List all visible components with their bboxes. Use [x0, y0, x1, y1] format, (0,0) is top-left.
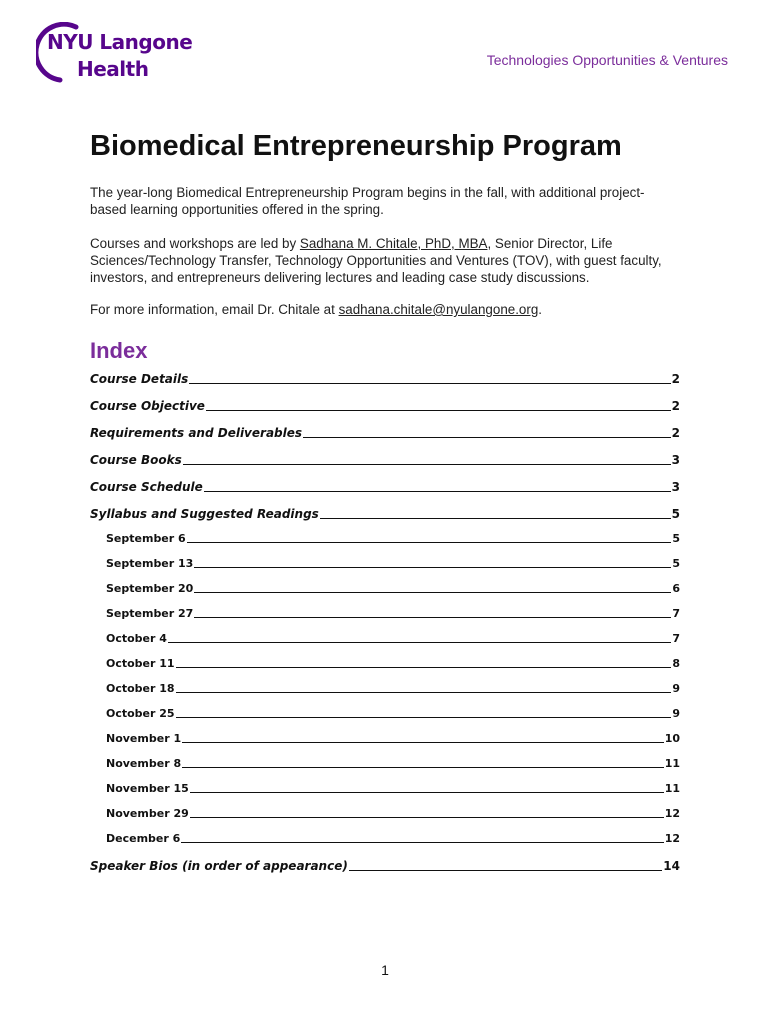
toc-entry-page: 7	[672, 607, 680, 620]
toc-entry-page: 10	[664, 732, 680, 745]
toc-entry-page: 14	[663, 859, 680, 873]
toc-entry[interactable]	[106, 632, 680, 645]
toc-entry[interactable]	[106, 757, 680, 770]
toc-entry-label: October 25	[106, 707, 175, 720]
toc-entry-page: 9	[672, 682, 680, 695]
toc-entry-label: October 18	[106, 682, 175, 695]
intro-paragraph-2	[90, 235, 680, 286]
toc-entry[interactable]	[90, 426, 680, 440]
toc-entry[interactable]	[90, 453, 680, 467]
logo-text-line1: NYU Langone	[47, 30, 193, 54]
toc-entry-page: 11	[664, 757, 680, 770]
toc-entry[interactable]	[106, 657, 680, 670]
toc-leader-line	[320, 517, 671, 519]
toc-entry-label: November 15	[106, 782, 189, 795]
toc-entry[interactable]	[106, 782, 680, 795]
toc-entry[interactable]	[90, 372, 680, 386]
toc-entry[interactable]	[106, 607, 680, 620]
toc-leader-line	[194, 566, 671, 568]
p3-text-end: .	[538, 302, 543, 317]
p3-text-start: For more information, email Dr. Chitale at	[90, 302, 339, 317]
toc-entry-page: 9	[672, 707, 680, 720]
toc-leader-line	[176, 666, 672, 668]
toc-entry[interactable]	[106, 832, 680, 845]
toc-entry-label: Course Schedule	[90, 480, 203, 494]
toc-entry-page: 11	[664, 782, 680, 795]
director-name-link[interactable]: Sadhana M. Chitale, PhD, MBA	[299, 236, 488, 251]
toc-entry[interactable]	[106, 532, 680, 545]
toc-leader-line	[194, 616, 671, 618]
toc-leader-line	[182, 766, 664, 768]
toc-entry-label: September 6	[106, 532, 186, 545]
toc-entry-label: Speaker Bios (in order of appearance)	[90, 859, 348, 873]
p2-text-end: , Senior Director, Life Sciences/Technology Transfer, Technology Opportunities and Ventures (TOV), with guest faculty, investors, and entrepreneurs delivering lectures and leading case study discussions.	[90, 236, 662, 285]
toc-leader-line	[194, 591, 671, 593]
toc-entry-label: Requirements and Deliverables	[90, 426, 303, 440]
toc-entry-label: November 8	[106, 757, 182, 770]
index-heading: Index	[90, 338, 148, 363]
toc-entry-page: 5	[671, 507, 680, 521]
toc-entry-label: October 11	[106, 657, 175, 670]
toc-leader-line	[182, 741, 664, 743]
toc-entry-page: 7	[672, 632, 680, 645]
toc-entry[interactable]	[90, 480, 680, 494]
toc-entry-label: September 27	[106, 607, 194, 620]
toc-entry-label: Syllabus and Suggested Readings	[90, 507, 319, 521]
toc-entry[interactable]	[90, 399, 680, 413]
nyu-langone-logo	[36, 22, 193, 84]
toc-entry[interactable]	[106, 682, 680, 695]
toc-entry-page: 3	[671, 480, 680, 494]
toc-entry[interactable]	[106, 732, 680, 745]
toc-entry[interactable]	[106, 707, 680, 720]
toc-entry[interactable]	[90, 507, 680, 521]
toc-leader-line	[349, 869, 662, 871]
toc-entry[interactable]	[106, 582, 680, 595]
toc-entry-label: Course Books	[90, 453, 182, 467]
toc-leader-line	[303, 436, 671, 438]
header-department: Technologies Opportunities & Ventures	[486, 52, 728, 68]
toc-leader-line	[181, 841, 663, 843]
toc-leader-line	[204, 490, 671, 492]
toc-entry-page: 5	[672, 532, 680, 545]
toc-entry[interactable]	[90, 859, 680, 873]
page-number: 1	[381, 962, 389, 978]
email-link[interactable]: sadhana.chitale@nyulangone.org	[338, 302, 539, 317]
toc-entry[interactable]	[106, 807, 680, 820]
toc-entry-label: September 20	[106, 582, 194, 595]
toc-leader-line	[190, 791, 664, 793]
toc-entry-label: Course Details	[90, 372, 189, 386]
toc-leader-line	[176, 716, 672, 718]
toc-entry-label: November 29	[106, 807, 189, 820]
toc-entry-label: December 6	[106, 832, 181, 845]
toc-entry-page: 12	[664, 807, 680, 820]
toc-entry-label: September 13	[106, 557, 194, 570]
toc-entry-page: 6	[672, 582, 680, 595]
toc-leader-line	[176, 691, 672, 693]
logo-text-line2: Health	[77, 57, 149, 81]
toc-leader-line	[189, 382, 670, 384]
p2-text-start: Courses and workshops are led by	[90, 236, 300, 251]
toc-entry-page: 8	[672, 657, 680, 670]
toc-leader-line	[183, 463, 671, 465]
toc-entry-label: November 1	[106, 732, 182, 745]
page-title: Biomedical Entrepreneurship Program	[90, 130, 622, 162]
toc-entry-page: 2	[671, 372, 680, 386]
toc-leader-line	[206, 409, 671, 411]
toc-entry[interactable]	[106, 557, 680, 570]
toc-entry-page: 5	[672, 557, 680, 570]
toc-leader-line	[190, 816, 664, 818]
toc-entry-page: 3	[671, 453, 680, 467]
intro-paragraph-1: The year-long Biomedical Entrepreneurship Program begins in the fall, with additional project-based learning opportunities offered in the spring.	[90, 185, 645, 217]
toc-entry-page: 2	[671, 426, 680, 440]
toc-entry-page: 12	[664, 832, 680, 845]
toc-leader-line	[168, 641, 671, 643]
toc-entry-label: Course Objective	[90, 399, 205, 413]
toc-leader-line	[187, 541, 672, 543]
intro-paragraph-3	[90, 301, 680, 318]
toc-entry-label: October 4	[106, 632, 167, 645]
toc-entry-page: 2	[671, 399, 680, 413]
